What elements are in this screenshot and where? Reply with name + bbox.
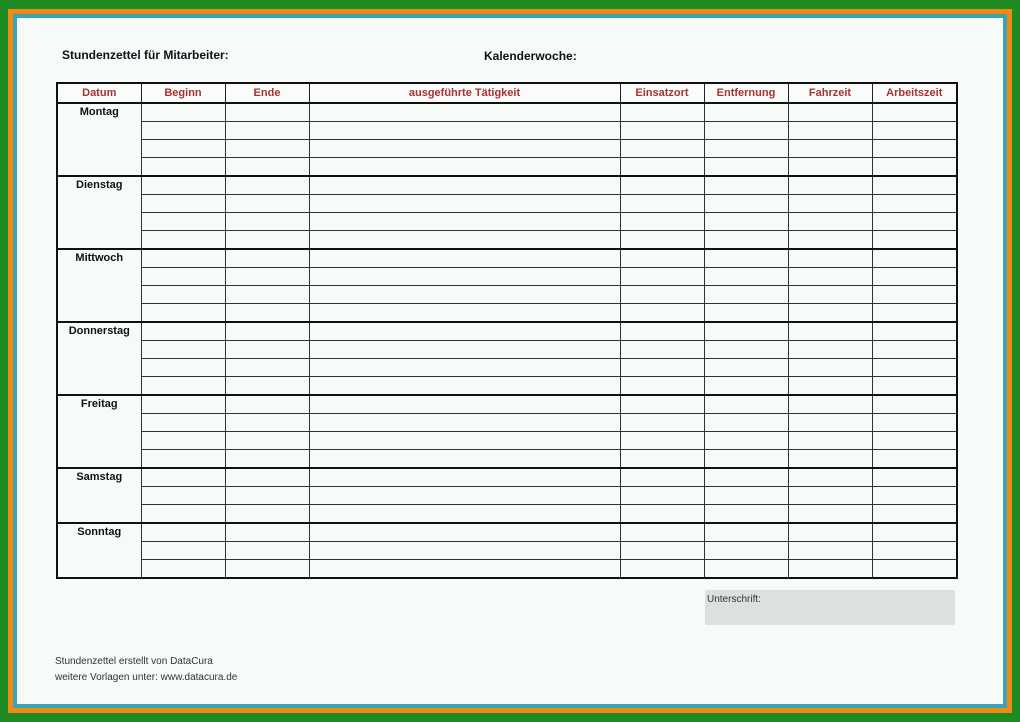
- entry-cell[interactable]: [141, 560, 225, 579]
- calendar-week-label: Kalenderwoche:: [484, 49, 577, 63]
- entry-cell[interactable]: [141, 322, 225, 341]
- entry-cell[interactable]: [788, 195, 872, 213]
- table-row: [57, 213, 957, 231]
- timesheet-table: [56, 82, 958, 579]
- entry-cell[interactable]: [872, 140, 957, 158]
- entry-cell[interactable]: [309, 176, 620, 195]
- column-header: Arbeitszeit: [872, 83, 957, 103]
- entry-cell[interactable]: [788, 122, 872, 140]
- entry-cell[interactable]: [872, 249, 957, 268]
- entry-cell[interactable]: [225, 176, 309, 195]
- column-header: ausgeführte Tätigkeit: [309, 83, 620, 103]
- entry-cell[interactable]: [141, 140, 225, 158]
- entry-cell[interactable]: [620, 195, 704, 213]
- day-label: Dienstag: [57, 176, 141, 249]
- day-label: Samstag: [57, 468, 141, 523]
- entry-cell[interactable]: [788, 268, 872, 286]
- entry-cell[interactable]: [309, 432, 620, 450]
- entry-cell[interactable]: [225, 122, 309, 140]
- entry-cell[interactable]: [788, 359, 872, 377]
- table-row: [57, 505, 957, 524]
- entry-cell[interactable]: [309, 414, 620, 432]
- entry-cell[interactable]: [141, 103, 225, 122]
- entry-cell[interactable]: [309, 268, 620, 286]
- entry-cell[interactable]: [704, 304, 788, 323]
- entry-cell[interactable]: [141, 487, 225, 505]
- entry-cell[interactable]: [872, 395, 957, 414]
- entry-cell[interactable]: [788, 176, 872, 195]
- entry-cell[interactable]: [309, 103, 620, 122]
- table-row: [57, 542, 957, 560]
- column-header: Entfernung: [704, 83, 788, 103]
- entry-cell[interactable]: [141, 542, 225, 560]
- entry-cell[interactable]: [309, 359, 620, 377]
- table-row: [57, 359, 957, 377]
- column-header: Einsatzort: [620, 83, 704, 103]
- entry-cell[interactable]: [872, 432, 957, 450]
- entry-cell[interactable]: [141, 523, 225, 542]
- signature-label: Unterschrift:: [707, 594, 761, 605]
- entry-cell[interactable]: [309, 213, 620, 231]
- table-row: [57, 286, 957, 304]
- entry-cell[interactable]: [788, 377, 872, 396]
- entry-cell[interactable]: [620, 377, 704, 396]
- entry-cell[interactable]: [788, 395, 872, 414]
- entry-cell[interactable]: [141, 395, 225, 414]
- entry-cell[interactable]: [225, 195, 309, 213]
- table-row: [57, 450, 957, 469]
- employee-label: Stundenzettel für Mitarbeiter:: [62, 48, 229, 62]
- entry-cell[interactable]: [620, 560, 704, 579]
- entry-cell[interactable]: [872, 487, 957, 505]
- entry-cell[interactable]: [620, 542, 704, 560]
- entry-cell[interactable]: [788, 468, 872, 487]
- entry-cell[interactable]: [704, 176, 788, 195]
- entry-cell[interactable]: [141, 176, 225, 195]
- entry-cell[interactable]: [141, 468, 225, 487]
- entry-cell[interactable]: [704, 140, 788, 158]
- entry-cell[interactable]: [704, 450, 788, 469]
- entry-cell[interactable]: [309, 542, 620, 560]
- entry-cell[interactable]: [141, 286, 225, 304]
- footer-credit: Stundenzettel erstellt von DataCura: [55, 656, 213, 667]
- entry-cell[interactable]: [872, 158, 957, 177]
- column-header: Ende: [225, 83, 309, 103]
- entry-cell[interactable]: [141, 505, 225, 524]
- entry-cell[interactable]: [872, 286, 957, 304]
- table-row: [57, 432, 957, 450]
- table-row: [57, 487, 957, 505]
- entry-cell[interactable]: [872, 468, 957, 487]
- table-row: [57, 560, 957, 579]
- entry-cell[interactable]: [309, 505, 620, 524]
- entry-cell[interactable]: [620, 304, 704, 323]
- entry-cell[interactable]: [704, 432, 788, 450]
- entry-cell[interactable]: [620, 231, 704, 250]
- table-row: [57, 414, 957, 432]
- entry-cell[interactable]: [225, 432, 309, 450]
- entry-cell[interactable]: [141, 450, 225, 469]
- entry-cell[interactable]: [225, 542, 309, 560]
- entry-cell[interactable]: [872, 523, 957, 542]
- entry-cell[interactable]: [872, 231, 957, 250]
- entry-cell[interactable]: [704, 103, 788, 122]
- table-row: [57, 140, 957, 158]
- entry-cell[interactable]: [620, 249, 704, 268]
- entry-cell[interactable]: [225, 286, 309, 304]
- table-body: [57, 103, 957, 578]
- entry-cell[interactable]: [225, 140, 309, 158]
- entry-cell[interactable]: [309, 158, 620, 177]
- entry-cell[interactable]: [309, 487, 620, 505]
- table-row: [57, 195, 957, 213]
- entry-cell[interactable]: [704, 341, 788, 359]
- entry-cell[interactable]: [620, 487, 704, 505]
- entry-cell[interactable]: [788, 542, 872, 560]
- entry-cell[interactable]: [309, 560, 620, 579]
- table-row: [57, 176, 957, 195]
- table-row: [57, 341, 957, 359]
- entry-cell[interactable]: [788, 286, 872, 304]
- entry-cell[interactable]: [704, 231, 788, 250]
- entry-cell[interactable]: [225, 377, 309, 396]
- day-label: Mittwoch: [57, 249, 141, 322]
- entry-cell[interactable]: [225, 395, 309, 414]
- entry-cell[interactable]: [141, 249, 225, 268]
- entry-cell[interactable]: [309, 523, 620, 542]
- entry-cell[interactable]: [225, 341, 309, 359]
- entry-cell[interactable]: [620, 176, 704, 195]
- entry-cell[interactable]: [225, 450, 309, 469]
- entry-cell[interactable]: [309, 304, 620, 323]
- entry-cell[interactable]: [872, 341, 957, 359]
- entry-cell[interactable]: [872, 450, 957, 469]
- entry-cell[interactable]: [309, 249, 620, 268]
- entry-cell[interactable]: [872, 103, 957, 122]
- entry-cell[interactable]: [620, 414, 704, 432]
- entry-cell[interactable]: [225, 231, 309, 250]
- entry-cell[interactable]: [225, 505, 309, 524]
- entry-cell[interactable]: [704, 414, 788, 432]
- entry-cell[interactable]: [309, 195, 620, 213]
- entry-cell[interactable]: [620, 140, 704, 158]
- entry-cell[interactable]: [620, 359, 704, 377]
- entry-cell[interactable]: [788, 341, 872, 359]
- entry-cell[interactable]: [309, 122, 620, 140]
- entry-cell[interactable]: [225, 322, 309, 341]
- entry-cell[interactable]: [788, 414, 872, 432]
- entry-cell[interactable]: [620, 432, 704, 450]
- entry-cell[interactable]: [788, 304, 872, 323]
- table-row: [57, 322, 957, 341]
- entry-cell[interactable]: [141, 268, 225, 286]
- entry-cell[interactable]: [704, 487, 788, 505]
- entry-cell[interactable]: [872, 304, 957, 323]
- entry-cell[interactable]: [620, 450, 704, 469]
- entry-cell[interactable]: [225, 249, 309, 268]
- signature-field[interactable]: [705, 590, 955, 625]
- entry-cell[interactable]: [141, 158, 225, 177]
- column-header: Beginn: [141, 83, 225, 103]
- entry-cell[interactable]: [704, 359, 788, 377]
- table-header-row: [57, 83, 957, 103]
- entry-cell[interactable]: [704, 468, 788, 487]
- entry-cell[interactable]: [788, 560, 872, 579]
- entry-cell[interactable]: [704, 505, 788, 524]
- entry-cell[interactable]: [704, 523, 788, 542]
- entry-cell[interactable]: [309, 231, 620, 250]
- entry-cell[interactable]: [620, 268, 704, 286]
- entry-cell[interactable]: [225, 487, 309, 505]
- day-label: Sonntag: [57, 523, 141, 578]
- entry-cell[interactable]: [620, 341, 704, 359]
- entry-cell[interactable]: [788, 158, 872, 177]
- entry-cell[interactable]: [872, 505, 957, 524]
- entry-cell[interactable]: [620, 158, 704, 177]
- table-row: [57, 103, 957, 122]
- entry-cell[interactable]: [620, 122, 704, 140]
- entry-cell[interactable]: [620, 395, 704, 414]
- entry-cell[interactable]: [309, 286, 620, 304]
- entry-cell[interactable]: [704, 542, 788, 560]
- entry-cell[interactable]: [704, 158, 788, 177]
- entry-cell[interactable]: [872, 268, 957, 286]
- timesheet-document: [17, 18, 1003, 704]
- entry-cell[interactable]: [872, 195, 957, 213]
- entry-cell[interactable]: [141, 432, 225, 450]
- entry-cell[interactable]: [620, 505, 704, 524]
- entry-cell[interactable]: [309, 377, 620, 396]
- entry-cell[interactable]: [704, 322, 788, 341]
- entry-cell[interactable]: [620, 286, 704, 304]
- column-header: Datum: [57, 83, 141, 103]
- entry-cell[interactable]: [788, 249, 872, 268]
- entry-cell[interactable]: [225, 304, 309, 323]
- entry-cell[interactable]: [225, 103, 309, 122]
- entry-cell[interactable]: [872, 542, 957, 560]
- entry-cell[interactable]: [872, 377, 957, 396]
- entry-cell[interactable]: [141, 304, 225, 323]
- table-row: [57, 377, 957, 396]
- table-row: [57, 468, 957, 487]
- entry-cell[interactable]: [620, 213, 704, 231]
- entry-cell[interactable]: [788, 140, 872, 158]
- table-row: [57, 158, 957, 177]
- entry-cell[interactable]: [704, 560, 788, 579]
- entry-cell[interactable]: [225, 468, 309, 487]
- entry-cell[interactable]: [141, 195, 225, 213]
- entry-cell[interactable]: [788, 487, 872, 505]
- entry-cell[interactable]: [309, 395, 620, 414]
- entry-cell[interactable]: [225, 268, 309, 286]
- entry-cell[interactable]: [141, 231, 225, 250]
- column-header: Fahrzeit: [788, 83, 872, 103]
- entry-cell[interactable]: [704, 122, 788, 140]
- entry-cell[interactable]: [704, 249, 788, 268]
- table-row: [57, 122, 957, 140]
- entry-cell[interactable]: [704, 268, 788, 286]
- entry-cell[interactable]: [309, 322, 620, 341]
- entry-cell[interactable]: [872, 322, 957, 341]
- entry-cell[interactable]: [788, 213, 872, 231]
- day-label: Freitag: [57, 395, 141, 468]
- entry-cell[interactable]: [309, 140, 620, 158]
- entry-cell[interactable]: [788, 450, 872, 469]
- entry-cell[interactable]: [309, 341, 620, 359]
- entry-cell[interactable]: [788, 432, 872, 450]
- entry-cell[interactable]: [225, 213, 309, 231]
- entry-cell[interactable]: [225, 414, 309, 432]
- table-row: [57, 231, 957, 250]
- entry-cell[interactable]: [620, 523, 704, 542]
- entry-cell[interactable]: [788, 523, 872, 542]
- entry-cell[interactable]: [872, 560, 957, 579]
- entry-cell[interactable]: [141, 377, 225, 396]
- entry-cell[interactable]: [620, 468, 704, 487]
- entry-cell[interactable]: [872, 414, 957, 432]
- entry-cell[interactable]: [704, 195, 788, 213]
- entry-cell[interactable]: [225, 359, 309, 377]
- entry-cell[interactable]: [309, 450, 620, 469]
- entry-cell[interactable]: [788, 505, 872, 524]
- entry-cell[interactable]: [704, 395, 788, 414]
- entry-cell[interactable]: [788, 103, 872, 122]
- entry-cell[interactable]: [141, 414, 225, 432]
- footer-more-templates: weitere Vorlagen unter: www.datacura.de: [55, 672, 238, 683]
- day-label: Donnerstag: [57, 322, 141, 395]
- entry-cell[interactable]: [704, 213, 788, 231]
- entry-cell[interactable]: [620, 322, 704, 341]
- entry-cell[interactable]: [872, 176, 957, 195]
- entry-cell[interactable]: [225, 523, 309, 542]
- entry-cell[interactable]: [704, 377, 788, 396]
- entry-cell[interactable]: [225, 158, 309, 177]
- entry-cell[interactable]: [788, 322, 872, 341]
- entry-cell[interactable]: [309, 468, 620, 487]
- entry-cell[interactable]: [141, 122, 225, 140]
- entry-cell[interactable]: [872, 122, 957, 140]
- entry-cell[interactable]: [225, 560, 309, 579]
- entry-cell[interactable]: [620, 103, 704, 122]
- entry-cell[interactable]: [141, 359, 225, 377]
- entry-cell[interactable]: [704, 286, 788, 304]
- table-row: [57, 304, 957, 323]
- entry-cell[interactable]: [788, 231, 872, 250]
- table-row: [57, 268, 957, 286]
- entry-cell[interactable]: [872, 213, 957, 231]
- table-row: [57, 395, 957, 414]
- entry-cell[interactable]: [141, 213, 225, 231]
- entry-cell[interactable]: [872, 359, 957, 377]
- table-row: [57, 249, 957, 268]
- day-label: Montag: [57, 103, 141, 176]
- table-row: [57, 523, 957, 542]
- entry-cell[interactable]: [141, 341, 225, 359]
